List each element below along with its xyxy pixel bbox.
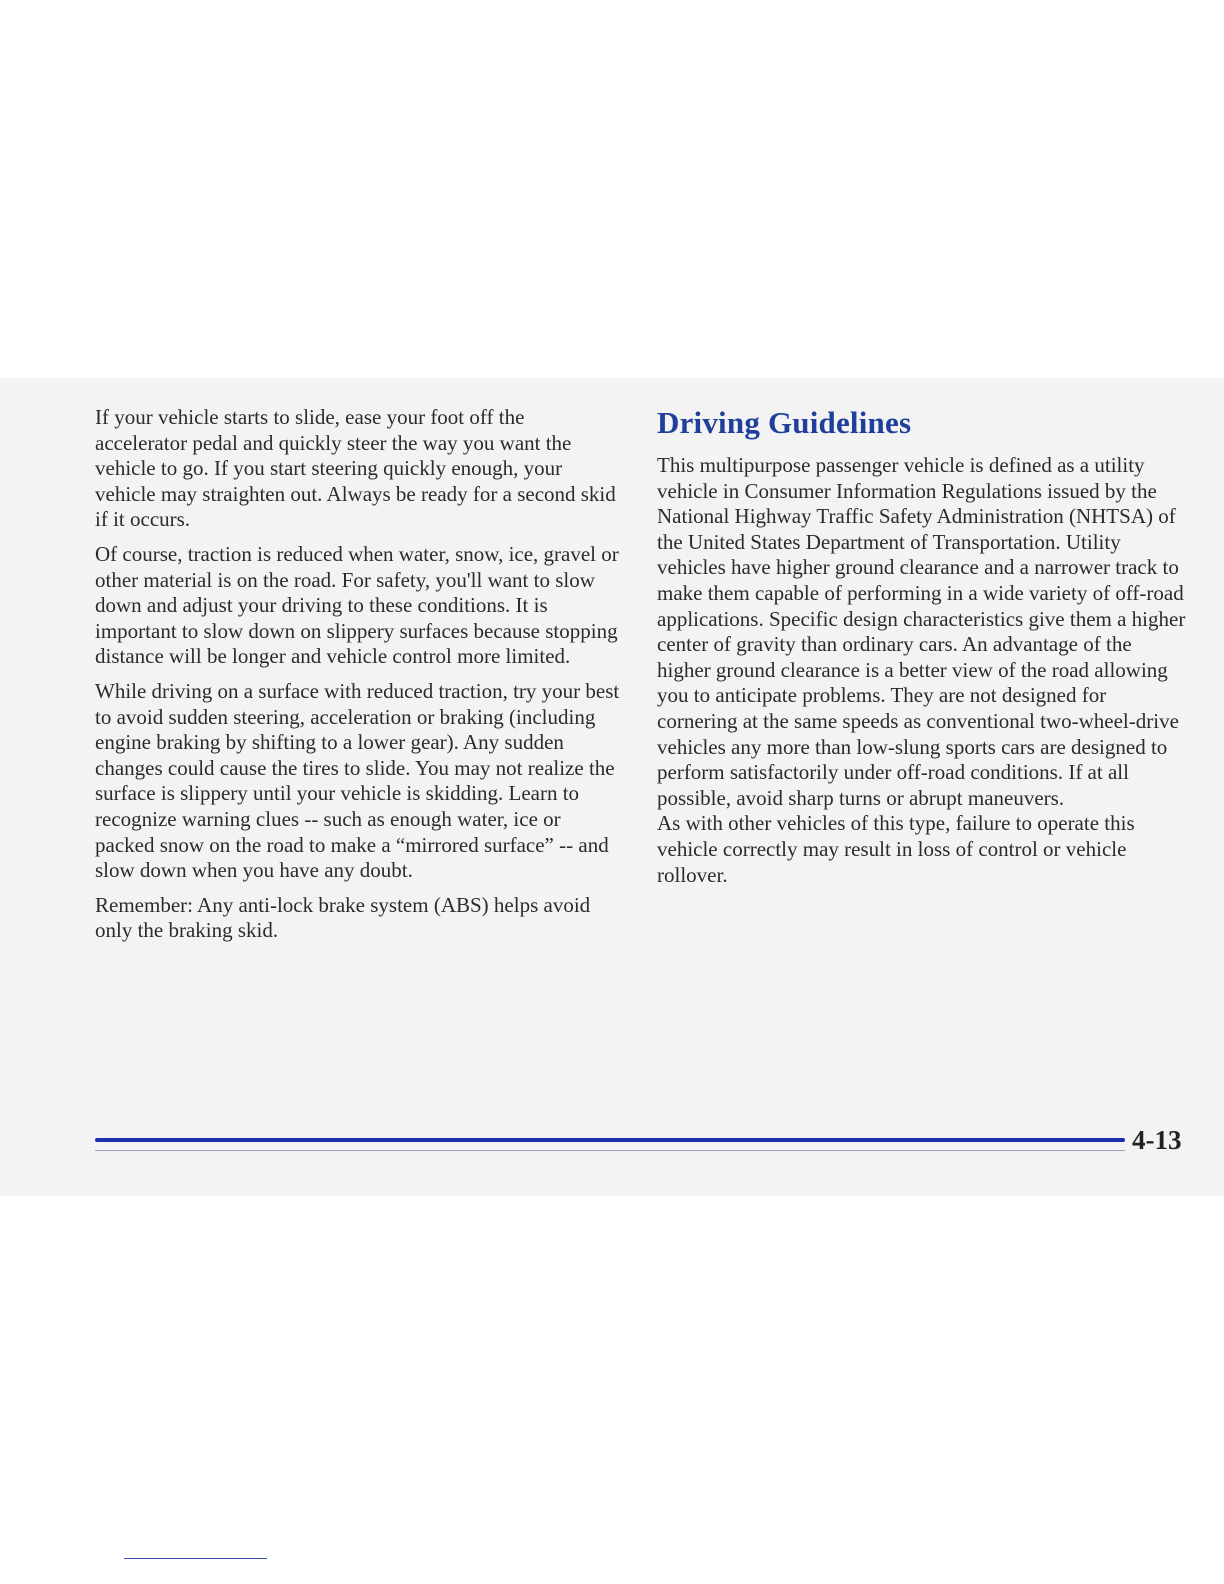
section-heading: Driving Guidelines [657, 405, 912, 440]
paragraph-utility-vehicle: This multipurpose passenger vehicle is defined as a utility vehicle in Consumer Information Regulations issued by the National Highway Traffic Safety Administration (NHTSA) of the United States Department of Transportation. Utility vehicles have higher ground clearance and a narrower track to make them capable of performing in a wide variety of off-road applications. Specific design characteristics give them a higher center of gravity than ordinary cars. An advantage of the higher ground clearance is a better view of the road allowing you to anticipate problems. They are not designed for cornering at the same speeds as conventional two-wheel-drive vehicles any more than low-slung sports cars are designed to perform satisfactorily under off-road conditions. If at all possible, avoid sharp turns or abrupt maneuvers. [657, 453, 1186, 810]
left-column [95, 405, 620, 953]
bottom-divider [124, 1558, 267, 1559]
paragraph-rollover-warning: As with other vehicles of this type, failure to operate this vehicle correctly may result in loss of control or vehicle rollover. [657, 811, 1135, 887]
paragraph-skid-recovery: If your vehicle starts to slide, ease your foot off the accelerator pedal and quickly steer the way you want the vehicle to go. If you start steering quickly enough, your vehicle may straighten out. Always be ready for a second skid if it occurs. [95, 405, 616, 532]
footer-rule [95, 1138, 1125, 1142]
right-column [657, 405, 1187, 897]
footer-rule-thin [95, 1150, 1125, 1151]
page-number: 4-13 [1132, 1125, 1182, 1155]
paragraph-reduced-traction: Of course, traction is reduced when water, snow, ice, gravel or other material is on the road. For safety, you'll want to slow down and adjust your driving to these conditions. It is important to slow down on slippery surfaces because stopping distance will be longer and vehicle control more limited. [95, 541, 619, 669]
paragraph-abs-reminder: Remember: Any anti-lock brake system (ABS) helps avoid only the braking skid. [95, 892, 591, 943]
paragraph-avoid-sudden-changes: While driving on a surface with reduced traction, try your best to avoid sudden steering, acceleration or braking (including engine braking by shifting to a lower gear). Any sudden changes could cause the tires to slide. You may not realize the surface is slippery until your vehicle is skidding. Learn to recognize warning clues -- such as enough water, ice or packed snow on the road to make a “mirrored surface” -- and slow down when you have any doubt. [95, 678, 620, 883]
